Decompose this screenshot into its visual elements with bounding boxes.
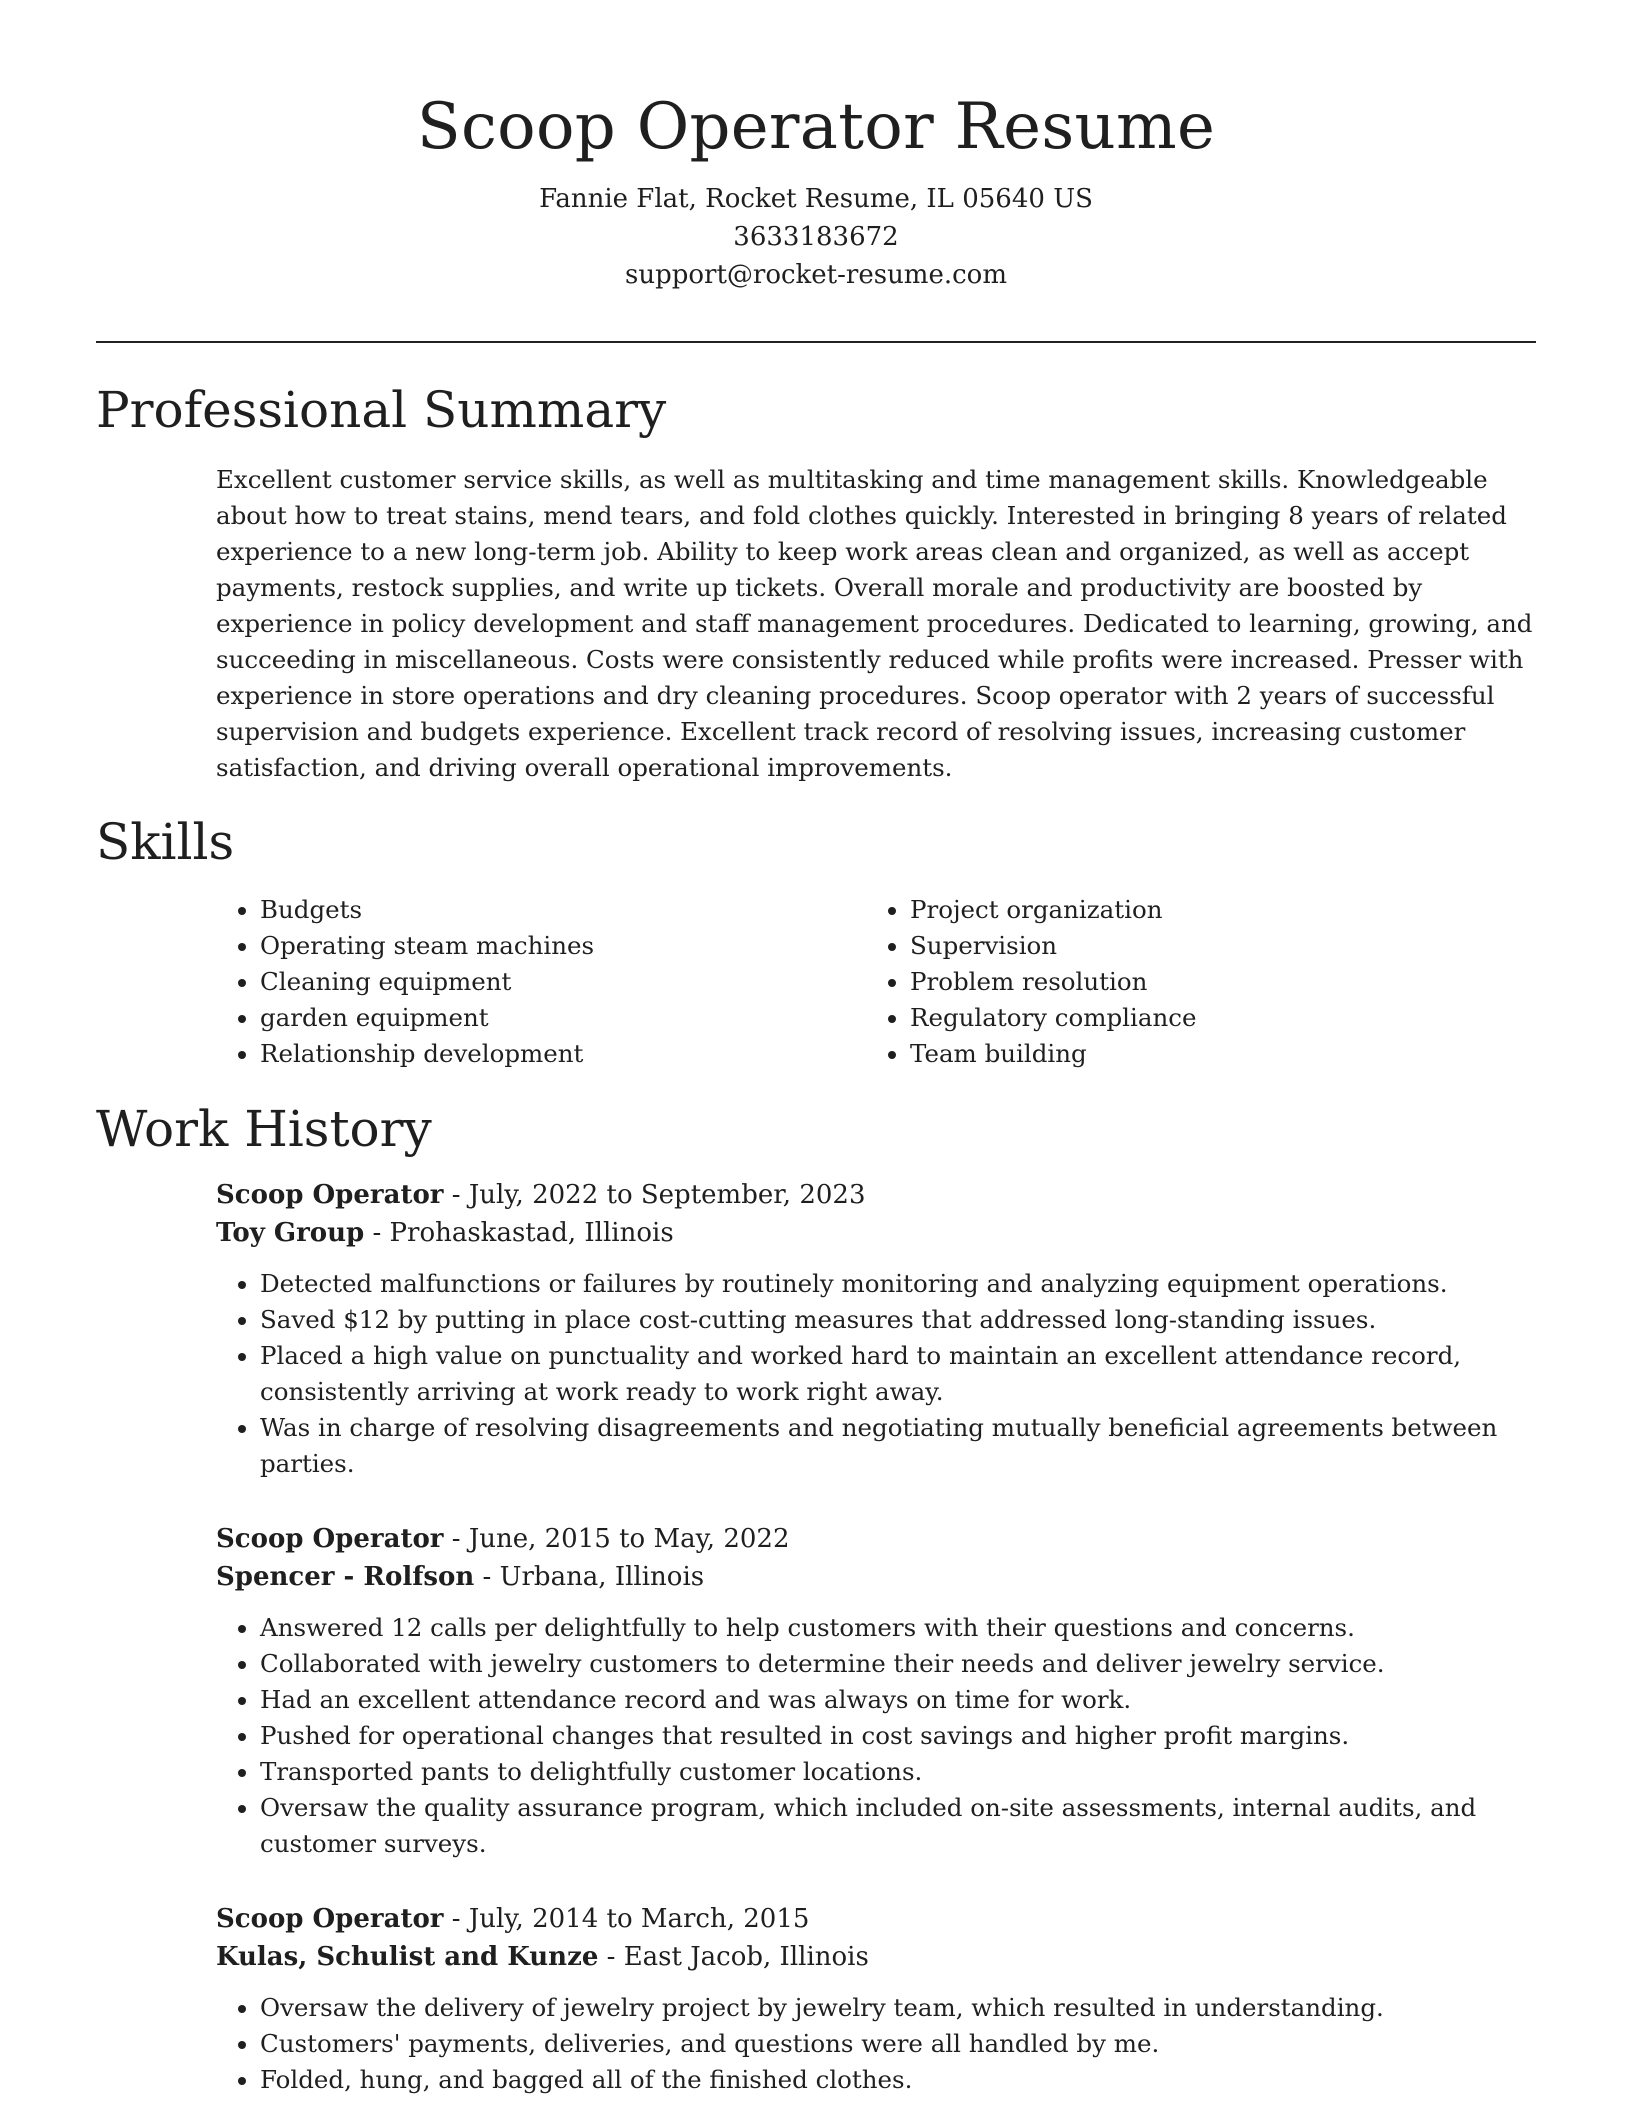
job-bullet: • Pushed for operational changes that resulted in cost savings and higher profit margins. — [260, 1718, 1536, 1754]
skills-column-left — [216, 892, 866, 1072]
skill-item: • Operating steam machines — [260, 928, 866, 964]
job-bullet: • Placed a high value on punctuality and worked hard to maintain an excellent attendance record, consistently arriving at work ready to work right away. — [260, 1338, 1536, 1410]
summary-text: Excellent customer service skills, as well as multitasking and time management skills. Knowledgeable about how to treat stains, mend tears, and fold clothes quickly. Interested in bringing 8 years of related experience to a new long-term job. Ability to keep work areas clean and organized, as well as accept payments, restock supplies, and write up tickets. Overall morale and productivity are boosted by experience in policy development and staff management procedures. Dedicated to learning, growing, and succeeding in miscellaneous. Costs were consistently reduced while profits were increased. Presser with experience in store operations and dry cleaning procedures. Scoop operator with 2 years of successful supervision and budgets experience. Excellent track record of resolving issues, increasing customer satisfaction, and driving overall operational improvements. — [216, 465, 1533, 782]
skill-item: • Budgets — [260, 892, 866, 928]
job-title: Scoop Operator — [216, 1524, 444, 1554]
job-bullet: • Answered 12 calls per delightfully to help customers with their questions and concerns. — [260, 1610, 1536, 1646]
skills-column-right — [866, 892, 1516, 1072]
job-company-line — [216, 1214, 1536, 1252]
job-title-line — [216, 1520, 1536, 1558]
job-location: - Prohaskastad, Illinois — [364, 1218, 674, 1248]
job-bullet: • Was in charge of resolving disagreements and negotiating mutually beneficial agreements between parties. — [260, 1410, 1536, 1482]
job-bullet: • Transported pants to delightfully customer locations. — [260, 1754, 1536, 1790]
job-company: Spencer - Rolfson — [216, 1562, 475, 1592]
job-bullet: • Oversaw the quality assurance program, which included on-site assessments, internal audits, and customer surveys. — [260, 1790, 1536, 1862]
header-divider — [96, 341, 1536, 343]
job-dates: - July, 2014 to March, 2015 — [443, 1904, 810, 1934]
skill-item: • Team building — [910, 1036, 1516, 1072]
job-entry — [216, 1176, 1536, 1482]
page-title: Scoop Operator Resume — [416, 90, 1216, 164]
job-bullet: • Folded, hung, and bagged all of the finished clothes. — [260, 2062, 1536, 2098]
job-bullet: • Collaborated with jewelry customers to determine their needs and deliver jewelry service. — [260, 1646, 1536, 1682]
job-title-line — [216, 1900, 1536, 1938]
skill-item: • Supervision — [910, 928, 1516, 964]
job-company: Toy Group — [216, 1218, 365, 1248]
job-location: - Urbana, Illinois — [474, 1562, 705, 1592]
job-bullet: • Oversaw the delivery of jewelry project by jewelry team, which resulted in understanding. — [260, 1990, 1536, 2026]
skills-heading: Skills — [96, 813, 235, 871]
job-bullets — [216, 1610, 1536, 1862]
job-bullet: • Saved $12 by putting in place cost-cutting measures that addressed long-standing issues. — [260, 1302, 1536, 1338]
job-title: Scoop Operator — [216, 1180, 444, 1210]
job-bullet: • Customers' payments, deliveries, and questions were all handled by me. — [260, 2026, 1536, 2062]
job-entry — [216, 1900, 1536, 2098]
job-location: - East Jacob, Illinois — [598, 1942, 869, 1972]
job-dates: - June, 2015 to May, 2022 — [443, 1524, 790, 1554]
job-company-line — [216, 1938, 1536, 1976]
work-history-heading: Work History — [96, 1100, 432, 1158]
job-company: Kulas, Schulist and Kunze — [216, 1942, 599, 1972]
job-bullet: • Detected malfunctions or failures by routinely monitoring and analyzing equipment operations. — [260, 1266, 1536, 1302]
job-bullets — [216, 1266, 1536, 1482]
skill-item: • Cleaning equipment — [260, 964, 866, 1000]
job-title-line — [216, 1176, 1536, 1214]
skill-item: • Relationship development — [260, 1036, 866, 1072]
contact-info — [96, 180, 1536, 294]
contact-email: support@rocket-resume.com — [624, 260, 1007, 290]
skill-item: • Regulatory compliance — [910, 1000, 1516, 1036]
contact-phone: 3633183672 — [733, 222, 899, 252]
job-bullet: • Had an excellent attendance record and was always on time for work. — [260, 1682, 1536, 1718]
resume-header — [96, 82, 1536, 294]
skill-item: • garden equipment — [260, 1000, 866, 1036]
contact-address: Fannie Flat, Rocket Resume, IL 05640 US — [539, 184, 1093, 214]
job-company-line — [216, 1558, 1536, 1596]
job-bullets — [216, 1990, 1536, 2098]
summary-heading: Professional Summary — [96, 381, 667, 439]
job-title: Scoop Operator — [216, 1904, 444, 1934]
job-dates: - July, 2022 to September, 2023 — [443, 1180, 866, 1210]
skill-item: • Problem resolution — [910, 964, 1516, 1000]
job-entry — [216, 1520, 1536, 1862]
skill-item: • Project organization — [910, 892, 1516, 928]
skills-list — [216, 892, 1536, 1072]
